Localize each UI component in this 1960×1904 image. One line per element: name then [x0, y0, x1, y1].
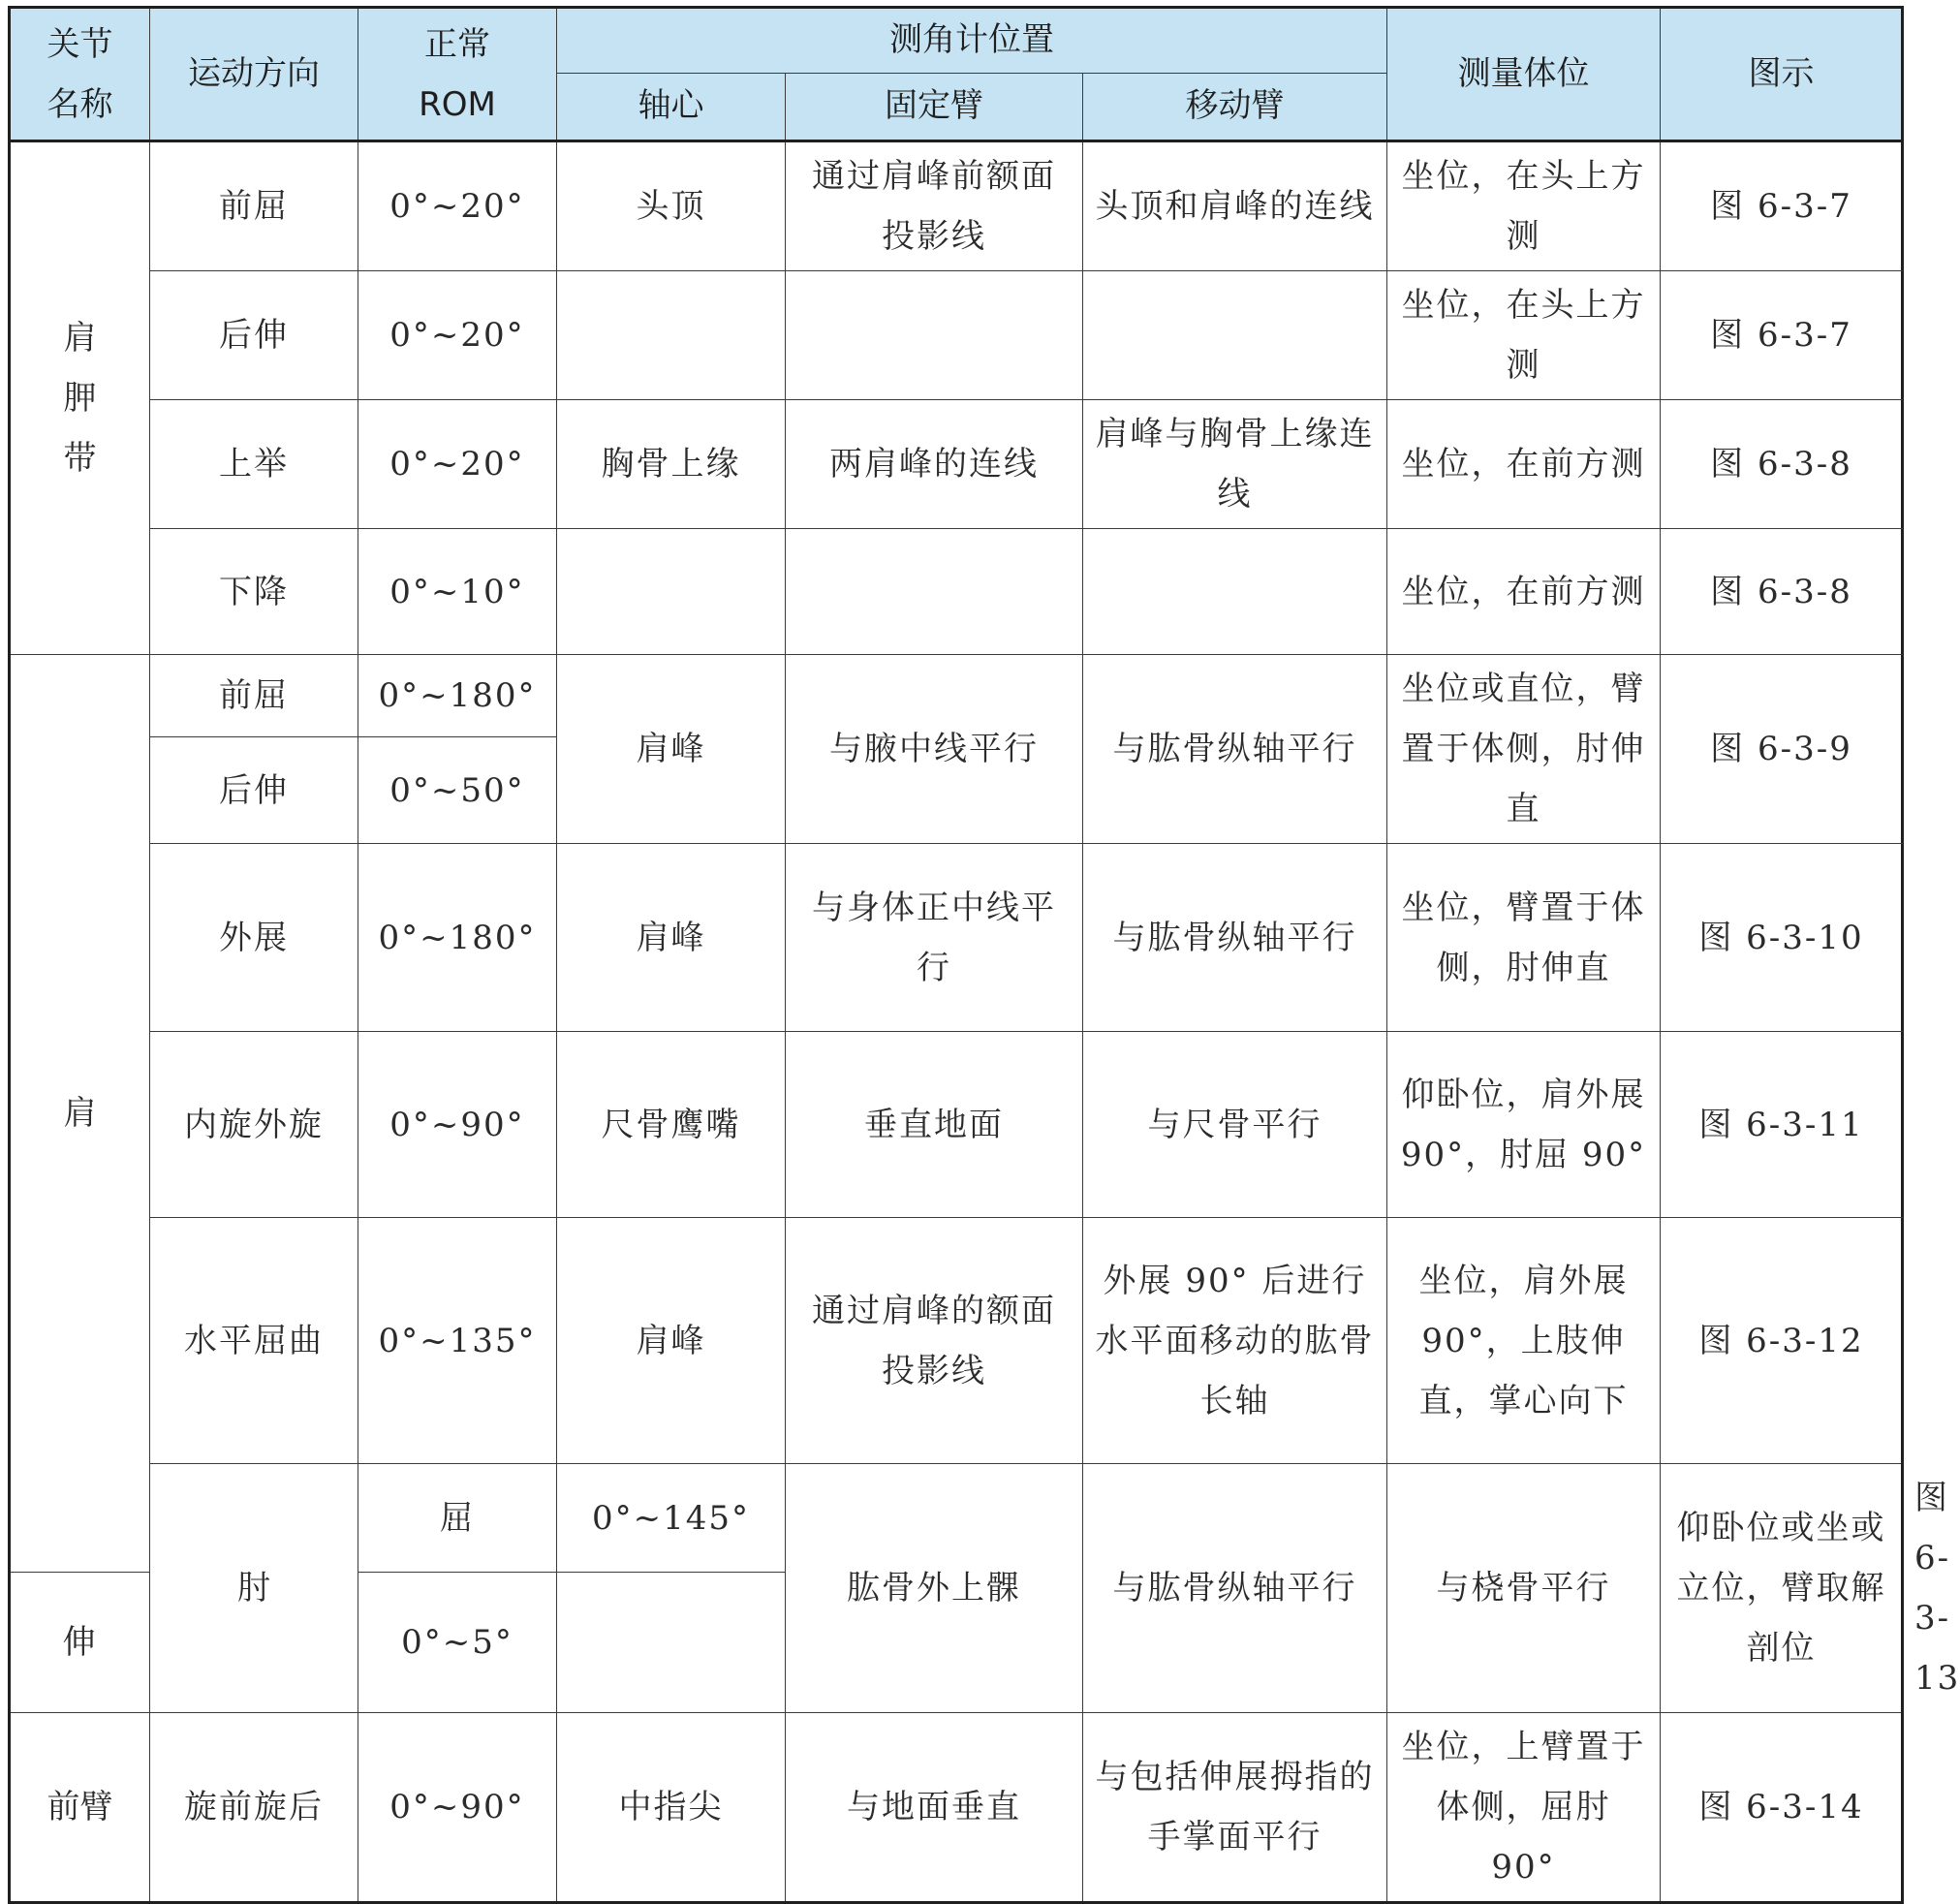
header-axis: 轴心 — [557, 74, 786, 141]
moving-arm-cell: 外展 90° 后进行水平面移动的肱骨长轴 — [1083, 1218, 1387, 1464]
header-measure-position: 测量体位 — [1387, 8, 1661, 141]
rom-cell: 0°~20° — [358, 400, 557, 529]
moving-arm-cell: 与桡骨平行 — [1387, 1464, 1661, 1713]
fixed-arm-cell: 与肱骨纵轴平行 — [1083, 1464, 1387, 1713]
fixed-arm-cell — [786, 271, 1083, 400]
moving-arm-cell: 与肱骨纵轴平行 — [1083, 844, 1387, 1032]
axis-cell: 肩峰 — [557, 1218, 786, 1464]
rom-cell: 0°~180° — [358, 655, 557, 737]
direction-cell: 外展 — [150, 844, 358, 1032]
position-cell: 坐位或直位，臂置于体侧，肘伸直 — [1387, 655, 1661, 844]
table-row — [10, 655, 1903, 737]
figure-cell: 图 6-3-8 — [1661, 400, 1903, 529]
rom-cell: 0°~10° — [358, 529, 557, 655]
table-row — [10, 141, 1903, 271]
figure-cell: 图 6-3-9 — [1661, 655, 1903, 844]
position-cell: 坐位，在前方测 — [1387, 529, 1661, 655]
joint-scapula: 肩 胛 带 — [10, 141, 150, 655]
axis-cell: 尺骨鹰嘴 — [557, 1032, 786, 1218]
position-cell: 仰卧位，肩外展 90°，肘屈 90° — [1387, 1032, 1661, 1218]
axis-cell: 胸骨上缘 — [557, 400, 786, 529]
table-row — [10, 271, 1903, 400]
joint-elbow: 肘 — [150, 1464, 358, 1713]
table-row — [10, 1032, 1903, 1218]
table-row — [10, 1713, 1903, 1903]
position-cell: 坐位，上臂置于体侧，屈肘 90° — [1387, 1713, 1661, 1903]
position-cell: 坐位，肩外展 90°，上肢伸直，掌心向下 — [1387, 1218, 1661, 1464]
joint-forearm: 前臂 — [10, 1713, 150, 1903]
figure-cell: 图 6-3-10 — [1661, 844, 1903, 1032]
table-row — [10, 844, 1903, 1032]
moving-arm-cell — [1083, 271, 1387, 400]
rom-cell: 0°~20° — [358, 141, 557, 271]
header-goniometer-position: 测角计位置 — [557, 8, 1387, 74]
position-cell: 坐位，在头上方测 — [1387, 141, 1661, 271]
table-row — [10, 1218, 1903, 1464]
figure-cell: 图 6-3-12 — [1661, 1218, 1903, 1464]
header-fixed-arm: 固定臂 — [786, 74, 1083, 141]
header-joint-name: 关节 名称 — [10, 8, 150, 141]
direction-cell: 水平屈曲 — [150, 1218, 358, 1464]
figure-cell: 图 6-3-14 — [1661, 1713, 1903, 1903]
direction-cell: 后伸 — [150, 271, 358, 400]
header-rom: 正常 ROM — [358, 8, 557, 141]
fixed-arm-cell: 通过肩峰前额面投影线 — [786, 141, 1083, 271]
moving-arm-cell: 肩峰与胸骨上缘连线 — [1083, 400, 1387, 529]
direction-cell: 前屈 — [150, 141, 358, 271]
direction-cell: 下降 — [150, 529, 358, 655]
joint-shoulder: 肩 — [10, 655, 150, 1573]
fixed-arm-cell — [786, 529, 1083, 655]
moving-arm-cell — [1083, 529, 1387, 655]
rom-cell: 0°~5° — [358, 1573, 557, 1713]
figure-cell: 图 6-3-8 — [1661, 529, 1903, 655]
direction-cell: 旋前旋后 — [150, 1713, 358, 1903]
rom-cell: 0°~135° — [358, 1218, 557, 1464]
rom-cell: 0°~20° — [358, 271, 557, 400]
rom-cell: 0°~50° — [358, 737, 557, 844]
header-moving-arm: 移动臂 — [1083, 74, 1387, 141]
moving-arm-cell: 与尺骨平行 — [1083, 1032, 1387, 1218]
table-row: 肘 屈 0°~145° 肱骨外上髁 与肱骨纵轴平行 与桡骨平行 仰卧位或坐或立位，臂取解剖位 图 6-3-13 — [10, 1464, 1903, 1573]
figure-cell: 图 6-3-7 — [1661, 141, 1903, 271]
fixed-arm-cell: 与地面垂直 — [786, 1713, 1083, 1903]
fixed-arm-cell: 与腋中线平行 — [786, 655, 1083, 844]
position-cell: 坐位，在前方测 — [1387, 400, 1661, 529]
rom-table — [8, 6, 1960, 1904]
rom-cell: 0°~90° — [358, 1713, 557, 1903]
direction-cell: 伸 — [10, 1573, 150, 1713]
table-header — [10, 8, 1903, 141]
direction-cell: 前屈 — [150, 655, 358, 737]
position-cell: 坐位，臂置于体侧，肘伸直 — [1387, 844, 1661, 1032]
header-direction: 运动方向 — [150, 8, 358, 141]
direction-cell: 后伸 — [150, 737, 358, 844]
position-cell: 坐位，在头上方测 — [1387, 271, 1661, 400]
axis-cell: 头顶 — [557, 141, 786, 271]
table-row — [10, 400, 1903, 529]
fixed-arm-cell: 与身体正中线平行 — [786, 844, 1083, 1032]
figure-cell: 图 6-3-11 — [1661, 1032, 1903, 1218]
axis-cell — [557, 271, 786, 400]
fixed-arm-cell: 通过肩峰的额面投影线 — [786, 1218, 1083, 1464]
header-figure: 图示 — [1661, 8, 1903, 141]
fixed-arm-cell: 两肩峰的连线 — [786, 400, 1083, 529]
axis-cell — [557, 529, 786, 655]
rom-cell: 0°~180° — [358, 844, 557, 1032]
axis-cell: 中指尖 — [557, 1713, 786, 1903]
axis-cell: 肱骨外上髁 — [786, 1464, 1083, 1713]
figure-cell: 图 6-3-7 — [1661, 271, 1903, 400]
fixed-arm-cell: 垂直地面 — [786, 1032, 1083, 1218]
rom-cell: 0°~145° — [557, 1464, 786, 1573]
table-row — [10, 529, 1903, 655]
rom-cell: 0°~90° — [358, 1032, 557, 1218]
axis-cell: 肩峰 — [557, 844, 786, 1032]
moving-arm-cell: 与肱骨纵轴平行 — [1083, 655, 1387, 844]
direction-cell: 屈 — [358, 1464, 557, 1573]
moving-arm-cell: 头顶和肩峰的连线 — [1083, 141, 1387, 271]
axis-cell: 肩峰 — [557, 655, 786, 844]
moving-arm-cell: 与包括伸展拇指的手掌面平行 — [1083, 1713, 1387, 1903]
direction-cell: 上举 — [150, 400, 358, 529]
direction-cell: 内旋外旋 — [150, 1032, 358, 1218]
position-cell: 仰卧位或坐或立位，臂取解剖位 — [1661, 1464, 1903, 1713]
